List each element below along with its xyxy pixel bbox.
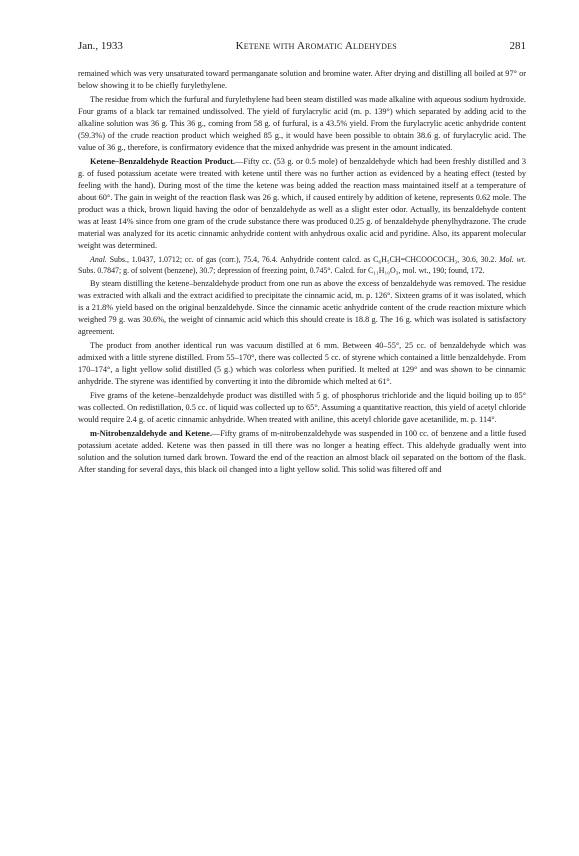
paragraph-8 — [78, 428, 526, 476]
paragraph-1-text: remained which was very unsaturated toward permanganate solution and bromine water. After drying and distilling all boiled at 97° or below showing it to be chiefly furylethylene. — [78, 69, 526, 90]
paragraph-1 — [78, 68, 526, 92]
running-head — [78, 40, 526, 58]
paragraph-3 — [78, 156, 526, 252]
paragraph-7 — [78, 390, 526, 426]
section-heading-m-nitrobenzaldehyde: m-Nitrobenzaldehyde and Ketene. — [90, 429, 212, 438]
paragraph-7-text: Five grams of the ketene–benzaldehyde product was distilled with 5 g. of phosphorus trichloride and the liquid boiling up to 85° was collected. On redistillation, 0.5 cc. of liquid was collected up to 65°. Assuming a quantitative reaction, this yield of acetyl chloride would require 2.4 g. of acetic cinnamic anhydride. When treated with aniline, this acetyl chloride gave acetanilide, m. p. 114°. — [78, 391, 526, 424]
paragraph-6-text: The product from another identical run was vacuum distilled at 6 mm. Between 40–55°, 25 cc. of benzaldehyde which was admixed with a little styrene distilled. From 55–170°, there was collected 5 cc. of styrene which contained a little benzaldehyde. From 170–174°, a light yellow solid distilled (5 g.) which was colorless when purified. It melted at 129° and was shown to be cinnamic anhydride. The styrene was identified by converting it into the dibromide which melted at 61°. — [78, 341, 526, 386]
paragraph-2 — [78, 94, 526, 154]
paragraph-6 — [78, 340, 526, 388]
analysis-lead: Anal. — [90, 255, 107, 264]
article-running-title: Ketene with Aromatic Aldehydes — [235, 40, 397, 52]
analysis-paragraph — [78, 254, 526, 276]
paragraph-2-text: The residue from which the furfural and furylethylene had been steam distilled was made alkaline with aqueous sodium hydroxide. Four grams of a black tar remained undissolved. The yield of furylacrylic acid (m. p. 139°) which separated by adding acid to the alkaline solution was 36 g. This 36 g., coming from 58 g. of furfural, is a 43.5% yield. From the furylacrylic acetic anhydride content (59.3%) of the crude reaction product which weighed 85 g., it would have been possible to obtain 38.6 g. of furylacrylic acid. The value of 36 g., therefore, is confirmatory evidence that the mixed anhydride was present in the amount indicated. — [78, 95, 526, 152]
analysis-text-2: Subs. 0.7847; g. of solvent (benzene), 30.7; depression of freezing point, 0.745°. Calcd. for C₁₁H₁₀O₃, mol. wt., 190; found, 172. — [78, 266, 485, 275]
journal-date: Jan., 1933 — [78, 40, 123, 52]
page-number: 281 — [509, 40, 526, 52]
section-heading-ketene-benzaldehyde: Ketene–Benzaldehyde Reaction Product. — [90, 157, 236, 166]
paragraph-5 — [78, 278, 526, 338]
paragraph-8-text: —Fifty grams of m-nitrobenzaldehyde was suspended in 100 cc. of benzene and a little fused potassium acetate added. Ketene was then passed in till there was no longer a heating effect. This aldehyde gradually went into solution and the solution turned dark brown. Toward the end of the reaction an almost black oil separated on the bottom of the flask. After standing for several days, this black oil changed into a light yellow solid. This solid was filtered off and — [78, 429, 526, 474]
paragraph-5-text: By steam distilling the ketene–benzaldehyde product from one run as above the excess of benzaldehyde was removed. The residue was extracted with alkali and the extract acidified to precipitate the cinnamic acid, m. p. 126°. Sixteen grams of it was isolated, which is a 21.8% yield based on the original benzaldehyde. Since the cinnamic acetic anhydride content of the crude reaction mixture which weighed 79 g. was 30.6%, the weight of cinnamic acid which this should create is 18.8 g. The 16 g. which was isolated is satisfactory agreement. — [78, 279, 526, 336]
paragraph-3-text: —Fifty cc. (53 g. or 0.5 mole) of benzaldehyde which had been freshly distilled and 3 g. of fused potassium acetate were treated with ketene until there was no further action as evidenced by a heating effect (tested by feeling with the hand). During most of the time the ketene was being added the reaction mass maintained itself at a temperature of about 60°. The gain in weight of the reaction flask was 26 g. which, if caused entirely by addition of ketene, represents 0.62 mole. The product was a thick, brown liquid having the odor of benzaldehyde as well as a slight ester odor. Actually, its benzaldehyde content was at least 14% since from one gram of the crude substance there was produced 0.25 g. of benzaldehyde phenylhydrazone. The crude material was analyzed for its acetic cinnamic anhydride content with anhydrous oxalic acid and pyridine. Also, its apparent molecular weight was determined. — [78, 157, 526, 250]
molwt-label: Mol. wt. — [499, 255, 526, 264]
journal-page — [78, 40, 526, 840]
analysis-text-1: Subs., 1.0437, 1.0712; cc. of gas (corr.), 75.4, 76.4. Anhydride content calcd. as C₆H₅CH=CHCOOCOCH₃, 30.6, 30.2. — [106, 255, 500, 264]
